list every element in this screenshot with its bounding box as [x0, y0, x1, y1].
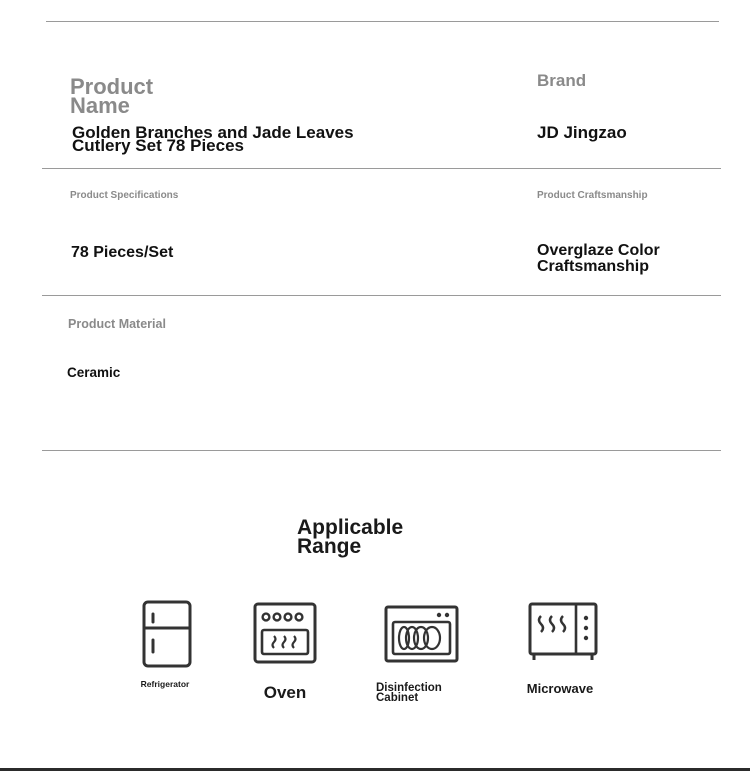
- material-label: Product Material: [68, 317, 166, 331]
- oven-caption: Oven: [263, 683, 307, 702]
- row-divider-3: [42, 450, 721, 451]
- craftsmanship-label: Product Craftsmanship: [537, 190, 648, 201]
- product-name-value: Golden Branches and Jade Leaves Cutlery Set 78 Pieces: [72, 123, 354, 155]
- refrigerator-caption: Refrigerator: [140, 679, 190, 689]
- disinfection-cabinet-caption: Disinfection Cabinet: [376, 682, 442, 704]
- microwave-caption: Microwave: [526, 681, 594, 696]
- material-value: Ceramic: [67, 365, 121, 380]
- craftsmanship-value: Overglaze Color Craftsmanship: [537, 242, 660, 275]
- brand-value: JD Jingzao: [537, 123, 627, 142]
- row-divider-1: [42, 168, 721, 169]
- top-divider: [46, 21, 719, 22]
- oven-icon: [253, 602, 317, 664]
- applicable-range-heading: Applicable Range: [297, 516, 404, 558]
- product-name-label: Product Name: [70, 74, 154, 118]
- specifications-label: Product Specifications: [70, 190, 179, 201]
- microwave-icon: [528, 602, 598, 662]
- brand-label: Brand: [537, 71, 587, 90]
- row-divider-2: [42, 295, 721, 296]
- refrigerator-icon: [141, 600, 193, 668]
- specifications-value: 78 Pieces/Set: [71, 244, 174, 261]
- disinfection-cabinet-icon: [384, 605, 459, 663]
